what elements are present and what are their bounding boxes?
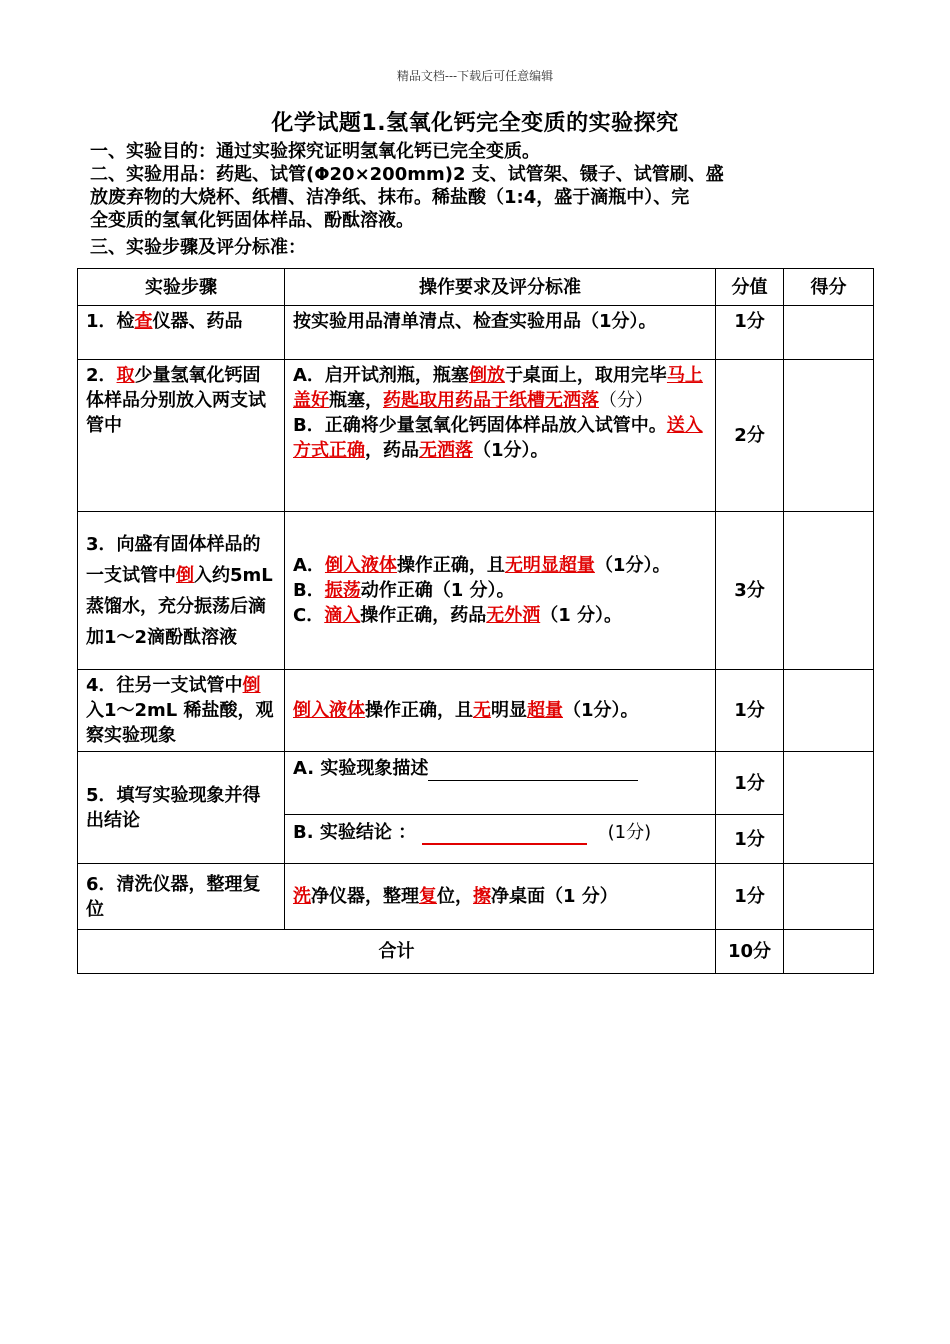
score-cell[interactable] bbox=[784, 360, 874, 512]
step-cell bbox=[78, 360, 285, 512]
requirement-item-c bbox=[293, 603, 707, 628]
requirement-text: A. 实验现象描述 bbox=[293, 758, 429, 779]
requirement-cell bbox=[285, 864, 716, 930]
requirement-text: B． bbox=[293, 580, 325, 601]
keyword-highlight: 复 bbox=[419, 886, 437, 907]
step-text: 3．向盛有固体样品的一支试管中 bbox=[86, 533, 261, 586]
score-cell[interactable] bbox=[784, 512, 874, 670]
requirement-item-a bbox=[293, 363, 707, 413]
step-text: 1．检 bbox=[86, 311, 135, 332]
requirement-cell bbox=[285, 752, 716, 815]
keyword-highlight: 倒 bbox=[242, 675, 261, 696]
keyword-highlight: 倒放 bbox=[468, 365, 505, 386]
step-text: 少量氢氧化钙固体样品分别放入两支试管中 bbox=[86, 365, 266, 436]
keyword-highlight: 倒入液体 bbox=[324, 555, 397, 576]
total-points: 10分 bbox=[716, 930, 784, 974]
requirement-text: 位， bbox=[437, 886, 473, 907]
step-text: 4．往另一支试管中 bbox=[86, 675, 243, 696]
requirement-cell bbox=[285, 512, 716, 670]
requirement-text: 操作正确，且 bbox=[365, 700, 473, 721]
table-header-row bbox=[78, 269, 874, 306]
keyword-highlight: 取 bbox=[116, 365, 135, 386]
keyword-highlight: 药匙取用药品于纸槽无洒落 bbox=[383, 390, 599, 411]
keyword-highlight: 倒入液体 bbox=[293, 700, 365, 721]
step-cell: 6．清洗仪器，整理复位 bbox=[78, 864, 285, 930]
requirement-text: （分） bbox=[599, 390, 653, 411]
requirement-item-b bbox=[293, 413, 707, 463]
header-requirement: 操作要求及评分标准 bbox=[285, 269, 716, 306]
requirement-text: 于桌面上，取用完毕 bbox=[504, 365, 667, 386]
requirement-text: 净仪器，整理 bbox=[311, 886, 419, 907]
requirement-item-a bbox=[293, 553, 707, 578]
requirement-cell bbox=[285, 815, 716, 864]
keyword-highlight: 无外洒 bbox=[486, 605, 541, 626]
keyword-highlight: 马上盖好 bbox=[293, 365, 703, 411]
table-row bbox=[78, 864, 874, 930]
requirement-text: 操作正确，且 bbox=[396, 555, 505, 576]
conclusion-blank[interactable] bbox=[422, 818, 587, 845]
step-text: 入1～2mL 稀盐酸，观察实验现象 bbox=[86, 700, 274, 746]
header-score: 得分 bbox=[784, 269, 874, 306]
step-cell bbox=[78, 512, 285, 670]
keyword-highlight: 送入方式正确 bbox=[293, 415, 703, 461]
table-total-row bbox=[78, 930, 874, 974]
step-cell bbox=[78, 670, 285, 752]
keyword-highlight: 超量 bbox=[527, 700, 563, 721]
table-row bbox=[78, 306, 874, 360]
table-row bbox=[78, 670, 874, 752]
points-cell: 1分 bbox=[716, 752, 784, 815]
header-points: 分值 bbox=[716, 269, 784, 306]
keyword-highlight: 无明显超量 bbox=[504, 555, 595, 576]
table-row bbox=[78, 360, 874, 512]
keyword-highlight: 倒 bbox=[176, 564, 194, 586]
requirement-item-b bbox=[293, 578, 707, 603]
requirement-text: 瓶塞， bbox=[329, 390, 383, 411]
materials-line-1: 二、实验用品：药匙、试管(Φ20×200mm)2 支、试管架、镊子、试管刷、盛 bbox=[90, 164, 724, 185]
requirement-text: B．正确将少量氢氧化钙固体样品放入试管中。 bbox=[293, 415, 667, 436]
step-cell bbox=[78, 306, 285, 360]
table-row bbox=[78, 752, 874, 815]
step-text: 2． bbox=[86, 365, 117, 386]
keyword-highlight: 振荡 bbox=[324, 580, 361, 601]
requirement-text: B. 实验结论 ： bbox=[293, 822, 417, 843]
requirement-text: （1 分）。 bbox=[540, 605, 623, 626]
requirement-cell bbox=[285, 670, 716, 752]
requirement-text: 动作正确（1 分）。 bbox=[360, 580, 515, 601]
points-cell: 1分 bbox=[716, 670, 784, 752]
header-note: 精品文档---下载后可任意编辑 bbox=[396, 69, 554, 83]
keyword-highlight: 滴入 bbox=[324, 605, 361, 626]
points-cell: 1分 bbox=[716, 815, 784, 864]
header-step: 实验步骤 bbox=[78, 269, 285, 306]
requirement-text: C． bbox=[293, 605, 325, 626]
requirement-text: 明显 bbox=[491, 700, 527, 721]
materials-line-3: 全变质的氢氧化钙固体样品、酚酞溶液。 bbox=[90, 210, 414, 231]
points-cell: 2分 bbox=[716, 360, 784, 512]
points-cell: 3分 bbox=[716, 512, 784, 670]
keyword-highlight: 无 bbox=[473, 700, 491, 721]
requirement-text: 操作正确，药品 bbox=[360, 605, 487, 626]
requirement-cell bbox=[285, 360, 716, 512]
requirement-text: （1分）。 bbox=[563, 700, 639, 721]
keyword-highlight: 洗 bbox=[293, 886, 311, 907]
steps-heading: 三、实验步骤及评分标准： bbox=[90, 237, 306, 258]
purpose-text: 一、实验目的：通过实验探究证明氢氧化钙已完全变质。 bbox=[90, 141, 540, 162]
score-cell[interactable] bbox=[784, 864, 874, 930]
table-row bbox=[78, 512, 874, 670]
requirement-cell bbox=[285, 306, 716, 360]
intro-section bbox=[90, 140, 850, 259]
requirement-text: ，药品 bbox=[365, 440, 419, 461]
requirement-text: 按实验用品清单清点、检查实验用品（1分）。 bbox=[293, 311, 657, 332]
requirement-text: A．启开试剂瓶，瓶塞 bbox=[293, 365, 469, 386]
requirement-text: （1分）。 bbox=[473, 440, 549, 461]
keyword-highlight: 查 bbox=[134, 311, 153, 332]
requirement-text: （1分）。 bbox=[594, 555, 671, 576]
keyword-highlight: 无洒落 bbox=[419, 440, 473, 461]
total-score-cell[interactable] bbox=[784, 930, 874, 974]
requirement-points-text: (1分) bbox=[607, 822, 652, 843]
answer-blank[interactable] bbox=[428, 755, 638, 781]
document-title: 化学试题1.氢氧化钙完全变质的实验探究 bbox=[271, 111, 679, 136]
scoring-table bbox=[77, 268, 874, 974]
step-cell: 5．填写实验现象并得出结论 bbox=[78, 752, 285, 864]
step-text: 入约5mL 蒸馏水，充分振荡后滴加1～2滴酚酞溶液 bbox=[86, 564, 273, 648]
step-text: 仪器、药品 bbox=[152, 311, 243, 332]
materials-line-2: 放废弃物的大烧杯、纸槽、洁净纸、抹布。稀盐酸（1:4，盛于滴瓶中）、完 bbox=[90, 187, 690, 208]
score-cell[interactable] bbox=[784, 306, 874, 360]
points-cell: 1分 bbox=[716, 306, 784, 360]
points-cell: 1分 bbox=[716, 864, 784, 930]
score-cell[interactable] bbox=[784, 670, 874, 752]
score-cell[interactable] bbox=[784, 752, 874, 864]
keyword-highlight: 擦 bbox=[473, 886, 491, 907]
requirement-text: A． bbox=[293, 555, 325, 576]
total-label: 合计 bbox=[78, 930, 716, 974]
requirement-text: 净桌面（1 分） bbox=[491, 886, 618, 907]
